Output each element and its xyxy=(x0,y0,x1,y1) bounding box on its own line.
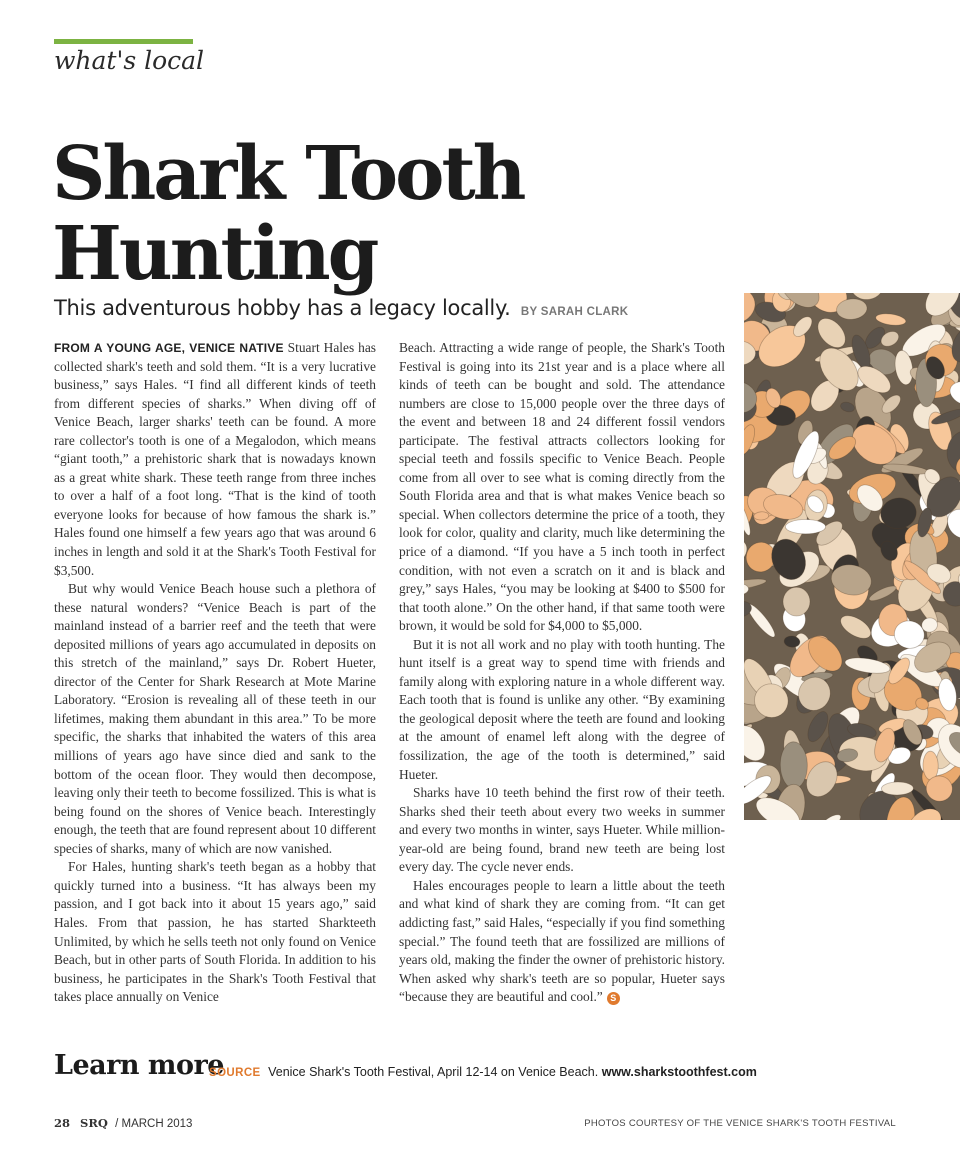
shell-fragment xyxy=(881,782,913,796)
source-url-link[interactable]: www.sharkstoothfest.com xyxy=(601,1065,757,1079)
paragraph xyxy=(399,877,725,1007)
shell-fragment xyxy=(923,751,939,780)
source-line xyxy=(209,1065,757,1079)
dek xyxy=(54,296,628,320)
end-mark-icon: S xyxy=(607,992,620,1005)
issue-date: / MARCH 2013 xyxy=(115,1118,193,1130)
learn-more-title: Learn more xyxy=(54,1050,224,1081)
paragraph: For Hales, hunting shark's teeth began as a hobby that quickly turned into a business. “It has always been my passion, and I got back into it about 15 years ago,” said Hales. From that passion, he has started Sharkteeth Unlimited, by which he sells teeth not only found on Venice Beach, but in other parts of South Florida. In addition to his business, he participates in the Shark's Tooth Festival that takes place annually on Venice xyxy=(54,859,376,1005)
shell-fragment xyxy=(785,520,825,534)
section-label: what's local xyxy=(54,46,205,75)
paragraph: But why would Venice Beach house such a plethora of these natural wonders? “Venice Beach is part of the mainland instead of a barrier reef and the teeth that were deposited millions of years ago accumulated in deposits on this stretch of the mainland,” says Dr. Robert Hueter, director of the Center for Shark Research at Mote Marine Laboratory. “Erosion is revealing all of these teeth in our lifetimes, making them abundant in this area.” To be more specific, the sharks that inhabited the waters of this area millions of years ago have since died and sank to the bottom of the ocean floor. They would then decompose, leaving only their teeth to become fossilized. This is what is being found on the shores of Venice beach. Interestingly enough, the teeth that are found represent about 10 different species of sharks, many of which are now vanished. xyxy=(54,581,376,856)
headline-line-2: Hunting xyxy=(52,211,377,297)
headline-line-1: Shark Tooth xyxy=(52,131,524,217)
paragraph-text: Stuart Hales has collected shark's teeth and sold them. “It is a very lucrative business,” says Hales. “I find all different kinds of teeth from different species of sharks.” When diving off of Venice Beach, larger sharks' teeth can be found. A more rare collector's tooth is one of a Megalodon, which means “giant tooth,” a prehistoric shark that is nowadays known as a great white shark. These teeth range from three inches to over a half of a foot long. “That is the kind of tooth everyone looks for because of how famous the shark is.” Hales found one himself a few years ago that was around 6 inches in length and sold it at the Shark's Tooth Festival for $3,500. xyxy=(54,340,376,578)
paragraph-text: Hales encourages people to learn a little about the teeth and what kind of shark they are coming from. “It can get addicting fast,” said Hales, “especially if you find something special.” The found teeth that are fossilized are millions of years old, making the finder the owner of prehistoric history. When asked why shark's teeth are so popular, Hueter says “because they are beautiful and cool.” xyxy=(399,877,725,1005)
shell-fragments-illustration xyxy=(744,293,960,820)
article-column-1 xyxy=(54,339,376,1007)
folio xyxy=(54,1116,192,1130)
dek-text: This adventurous hobby has a legacy locally. xyxy=(54,296,511,320)
paragraph: Sharks have 10 teeth behind the first row of their teeth. Sharks shed their teeth about every two weeks in summer and every two months in winter, says Hueter. While million-year-old are being found, brand new teeth are being lost every day. The cycle never ends. xyxy=(399,785,725,875)
paragraph: Beach. Attracting a wide range of people, the Shark's Tooth Festival is going into its 21st year and is a place where all kinds of teeth can be bought and sold. The attendance numbers are close to 15,000 people over the three days of the event and between 18 and 24 different fossil vendors participate. The festival attracts collectors looking for special teeth and fossils specific to Venice Beach. People come from all over to see what is coming directly from the South Florida area and that is what makes Venice beach so special. When collectors determine the price of a tooth, they look for color, quality and clarity, much like determining the price of a diamond. “If you have a 5 inch tooth in perfect condition, with not even a scratch on it and is black and grey,” says Hales, “you may be looking at $400 to $500 for that tooth alone.” On the other hand, if that same tooth were brown, it would be sold for $4,000 to $5,000. xyxy=(399,340,725,634)
paragraph xyxy=(54,339,376,580)
byline: BY SARAH CLARK xyxy=(520,306,629,318)
photo-credit: PHOTOS COURTESY OF THE VENICE SHARK'S TOOTH FESTIVAL xyxy=(584,1118,896,1129)
page-number: 28 xyxy=(54,1116,71,1130)
shell-fragment xyxy=(780,742,808,789)
source-label: SOURCE xyxy=(209,1067,261,1079)
source-text: Venice Shark's Tooth Festival, April 12-14 on Venice Beach. xyxy=(268,1065,599,1079)
section-accent-rule xyxy=(54,39,193,44)
article-column-2 xyxy=(399,339,725,1007)
paragraph: But it is not all work and no play with tooth hunting. The hunt itself is a great way to spend time with friends and family along with exploring nature in a whole different way. Each tooth that is found is unlike any other. “By examining the geological deposit where the teeth are found and looking at the amount of enamel left along with the degree of fossilization, the age of the tooth is determined,” said Hueter. xyxy=(399,636,725,782)
headline xyxy=(52,131,672,297)
shell-fragment xyxy=(783,587,810,616)
magazine-name: SRQ xyxy=(80,1116,108,1130)
lead-in: FROM A YOUNG AGE, VENICE NATIVE xyxy=(54,341,284,355)
shell-fragments-photo xyxy=(744,293,960,820)
